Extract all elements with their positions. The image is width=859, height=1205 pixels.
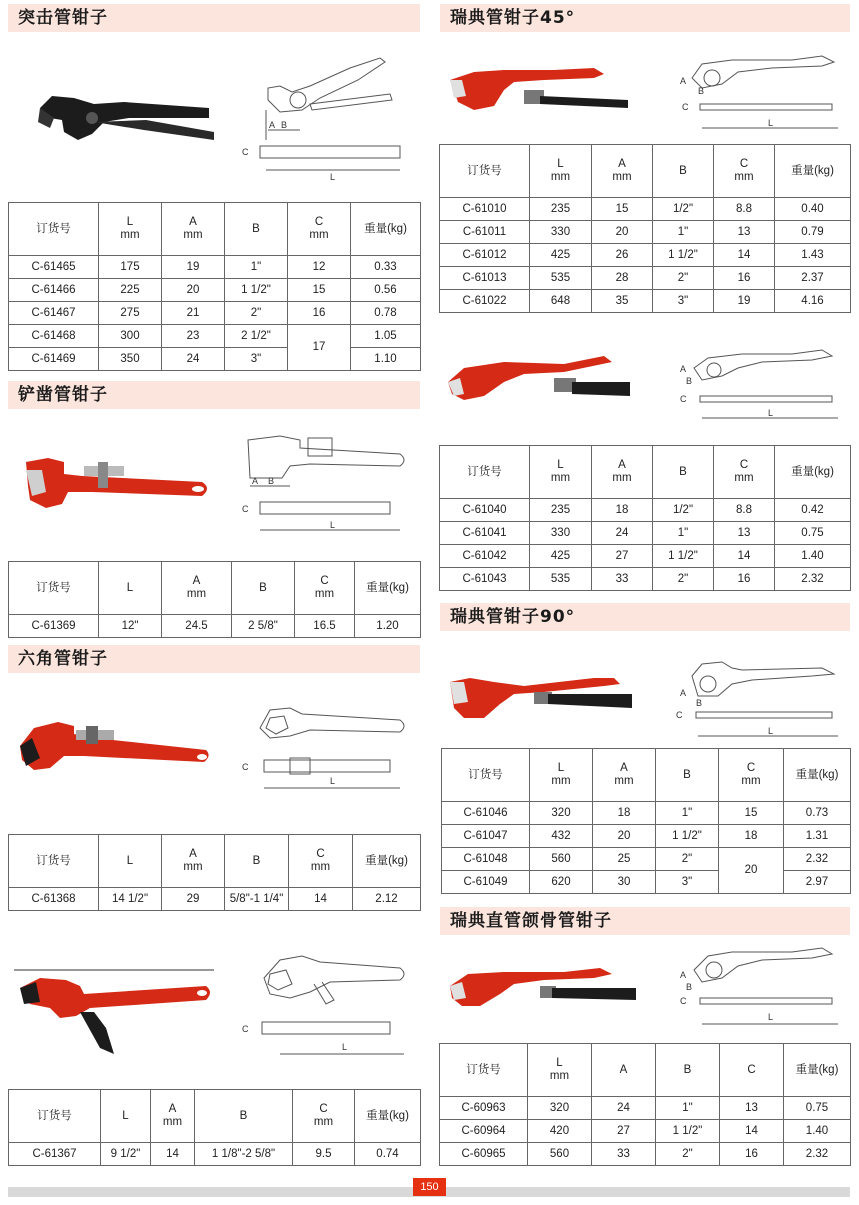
spec-table-4 <box>8 1089 421 1166</box>
dim-label-A: A <box>680 970 687 980</box>
tool-photo-8 <box>444 966 640 1014</box>
dim-label-B: B <box>696 698 703 708</box>
dim-label-L: L <box>768 726 774 736</box>
table-header: 订货号 L A mm B C mm 重量(kg) <box>9 835 421 888</box>
dim-label-C: C <box>242 762 249 772</box>
table-row: C-60965 560 33 2" 16 2.32 <box>440 1143 851 1166</box>
spec-table-7 <box>441 748 851 894</box>
tool-photo-6 <box>444 352 634 412</box>
col-A: A mm <box>162 203 225 256</box>
dim-label-A: A <box>252 476 259 486</box>
tool-photo-4 <box>10 968 220 1064</box>
spec-table-6 <box>439 445 851 591</box>
spec-table-1 <box>8 202 421 371</box>
section-title-7: 瑞典管钳子90° <box>440 603 850 631</box>
dim-label-A: A <box>269 120 276 130</box>
tool-photo-7 <box>444 672 636 724</box>
table-row: C-61047 432 20 1 1/2" 18 1.31 <box>442 825 851 848</box>
col-L: L mm <box>99 203 162 256</box>
table-row: C-61012 425 26 1 1/2" 14 1.43 <box>440 244 851 267</box>
dim-label-L: L <box>330 776 336 786</box>
table-row: C-61468 300 23 2 1/2" 17 1.05 <box>9 325 421 348</box>
dim-label-B: B <box>686 376 693 386</box>
table-row: C-61040 235 18 1/2" 8.8 0.42 <box>440 499 851 522</box>
tool-photo-2 <box>22 452 214 516</box>
table-row: C-61369 12" 24.5 2 5/8" 16.5 1.20 <box>9 615 421 638</box>
spec-table-8 <box>439 1043 851 1166</box>
tool-photo-3 <box>14 712 214 774</box>
table-row: C-61465 175 19 1" 12 0.33 <box>9 256 421 279</box>
dim-label-C: C <box>676 710 683 720</box>
tool-drawing-6 <box>672 344 844 424</box>
col-C: C mm <box>288 203 351 256</box>
table-row: C-61467 275 21 2" 16 0.78 <box>9 302 421 325</box>
col-order-no: 订货号 <box>9 203 99 256</box>
section-title-1: 突击管钳子 <box>8 4 420 32</box>
dim-label-C: C <box>242 504 249 514</box>
tool-drawing-7 <box>672 656 844 742</box>
col-B: B <box>225 203 288 256</box>
table-header: 订货号 L mm A mm B C mm 重量(kg) <box>442 749 851 802</box>
table-header: 订货号 L mm A B C 重量(kg) <box>440 1044 851 1097</box>
table-row: C-60963 320 24 1" 13 0.75 <box>440 1097 851 1120</box>
tool-drawing-4 <box>240 948 412 1060</box>
tool-drawing-2 <box>240 430 410 540</box>
dim-label-C: C <box>242 1024 249 1034</box>
table-header: 订货号 L A mm B C mm 重量(kg) <box>9 1090 421 1143</box>
table-header: 订货号 L mm A mm B C mm 重量(kg) <box>440 145 851 198</box>
table-row: C-61469 350 24 3" 1.10 <box>9 348 421 371</box>
dim-label-C: C <box>242 147 249 157</box>
table-row: C-61048 560 25 2" 20 2.32 <box>442 848 851 871</box>
table-row: C-60964 420 27 1 1/2" 14 1.40 <box>440 1120 851 1143</box>
table-row: C-61466 225 20 1 1/2" 15 0.56 <box>9 279 421 302</box>
dim-label-A: A <box>680 364 687 374</box>
dim-label-L: L <box>768 118 774 128</box>
table-row: C-61013 535 28 2" 16 2.37 <box>440 267 851 290</box>
dim-label-C: C <box>682 102 689 112</box>
dim-label-B: B <box>268 476 275 486</box>
dim-label-L: L <box>768 408 774 418</box>
dim-label-B: B <box>698 86 705 96</box>
tool-drawing-5 <box>672 48 844 136</box>
table-row: C-61043 535 33 2" 16 2.32 <box>440 568 851 591</box>
table-row: C-61049 620 30 3" 2.97 <box>442 871 851 894</box>
page-number: 150 <box>413 1178 446 1196</box>
table-row: C-61011 330 20 1" 13 0.79 <box>440 221 851 244</box>
section-title-8: 瑞典直管颌骨管钳子 <box>440 907 850 935</box>
dim-label-L: L <box>342 1042 348 1052</box>
dim-label-B: B <box>686 982 693 992</box>
dim-label-L: L <box>330 520 336 530</box>
spec-table-2 <box>8 561 421 638</box>
section-title-3: 六角管钳子 <box>8 645 420 673</box>
col-weight: 重量(kg) <box>351 203 421 256</box>
section-title-5: 瑞典管钳子45° <box>440 4 850 32</box>
table-row: C-61022 648 35 3" 19 4.16 <box>440 290 851 313</box>
table-header: 订货号 L mm A mm B C mm 重量(kg) <box>440 446 851 499</box>
tool-drawing-3 <box>240 698 410 798</box>
dim-label-L: L <box>330 172 336 182</box>
tool-photo-1 <box>34 88 220 150</box>
spec-table-3 <box>8 834 421 911</box>
dim-label-A: A <box>680 688 687 698</box>
table-row: C-61368 14 1/2" 29 5/8"-1 1/4" 14 2.12 <box>9 888 421 911</box>
table-row: C-61041 330 24 1" 13 0.75 <box>440 522 851 545</box>
dim-label-L: L <box>768 1012 774 1022</box>
dim-label-C: C <box>680 996 687 1006</box>
spec-table-5 <box>439 144 851 313</box>
tool-drawing-8 <box>672 944 844 1034</box>
table-header <box>9 203 421 256</box>
section-title-2: 铲凿管钳子 <box>8 381 420 409</box>
tool-drawing-1 <box>240 50 410 185</box>
dim-label-A: A <box>680 76 687 86</box>
table-header: 订货号 L A mm B C mm 重量(kg) <box>9 562 421 615</box>
table-row: C-61046 320 18 1" 15 0.73 <box>442 802 851 825</box>
dim-label-C: C <box>680 394 687 404</box>
table-row: C-61010 235 15 1/2" 8.8 0.40 <box>440 198 851 221</box>
table-row: C-61367 9 1/2" 14 1 1/8"-2 5/8" 9.5 0.74 <box>9 1143 421 1166</box>
tool-photo-5 <box>444 66 634 116</box>
table-row: C-61042 425 27 1 1/2" 14 1.40 <box>440 545 851 568</box>
dim-label-B: B <box>281 120 288 130</box>
